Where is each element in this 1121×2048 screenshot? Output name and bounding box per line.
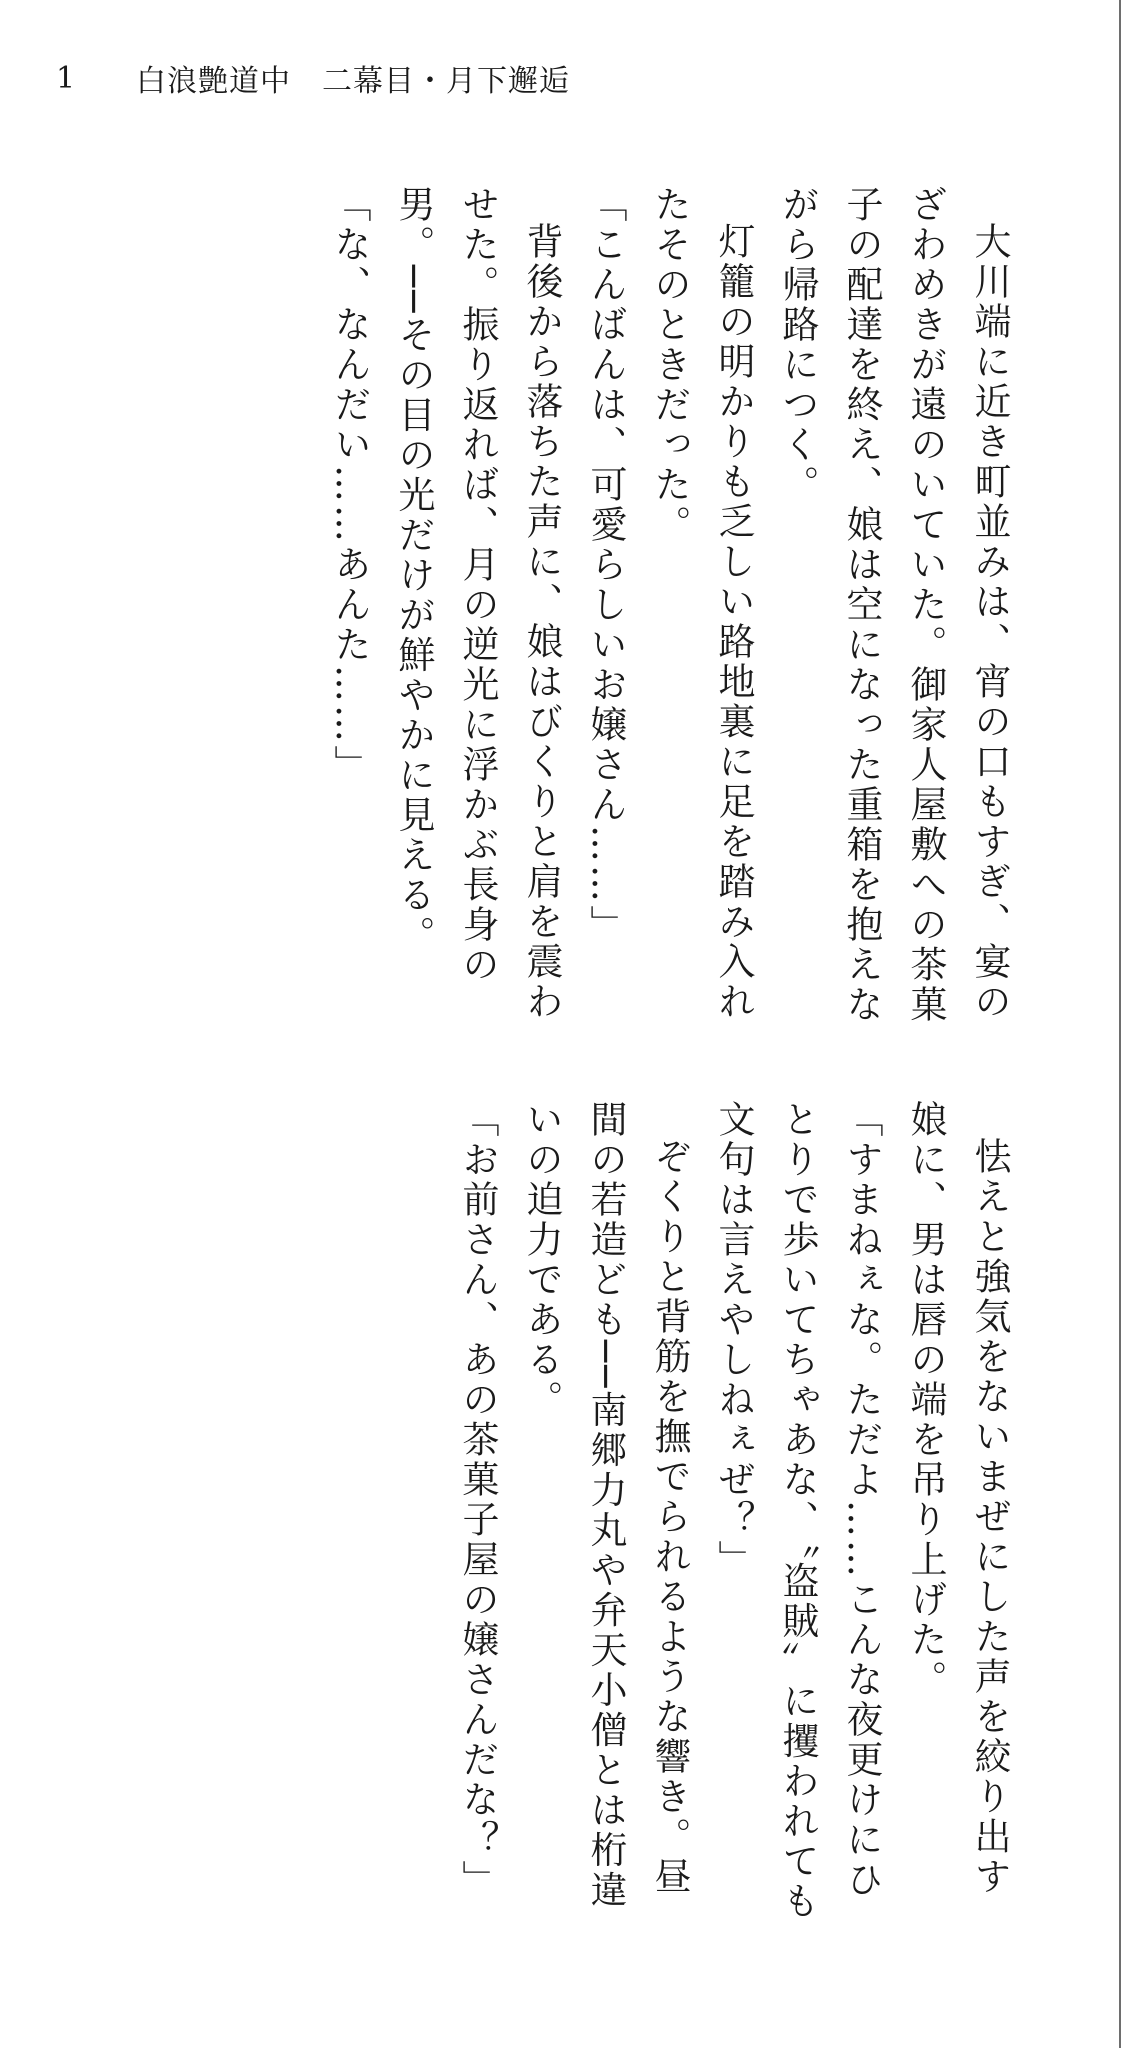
dialogue-1: 「こんばんは、可愛らしいお嬢さん……」	[584, 185, 627, 945]
paragraph-5: ぞくりと背筋を撫でられるような響き。昼間の若造ども──南郷力丸や弁天小僧とは桁違いの迫力である。	[520, 1100, 691, 1911]
chapter-title: 白浪艶道中 二幕目・月下邂逅	[136, 64, 570, 99]
text-block-lower	[21, 1100, 1021, 1930]
paragraph-1: 大川端に近き町並みは、宵の口もすぎ、宴のざわめきが遠のいていた。御家人屋敷への茶菓子の配達を終え、娘は空になった重箱を抱えながら帰路につく。	[776, 185, 1011, 1025]
text-block-upper	[21, 185, 1021, 1025]
paragraph-2: 灯籠の明かりも乏しい路地裏に足を踏み入れたそのときだった。	[648, 185, 755, 1022]
page-number: 1	[56, 60, 77, 96]
dialogue-4: 「お前さん、あの茶菓子屋の嬢さんだな？」	[456, 1100, 499, 1900]
dialogue-2: 「な、なんだい……あんた……」	[328, 185, 371, 785]
paragraph-4: 怯えと強気をないまぜにした声を絞り出す娘に、男は唇の端を吊り上げた。	[904, 1100, 1011, 1897]
dialogue-3: 「すまねぇな。ただよ……こんな夜更けにひとりで歩いてちゃあな、〝盗賊〟に攫われても文句は言えやしねぇぜ？」	[712, 1100, 883, 1922]
paragraph-3: 背後から落ちた声に、娘はびくりと肩を震わせた。振り返れば、月の逆光に浮かぶ長身の男。──その目の光だけが鮮やかに見える。	[392, 185, 563, 1022]
page-header	[56, 58, 570, 98]
